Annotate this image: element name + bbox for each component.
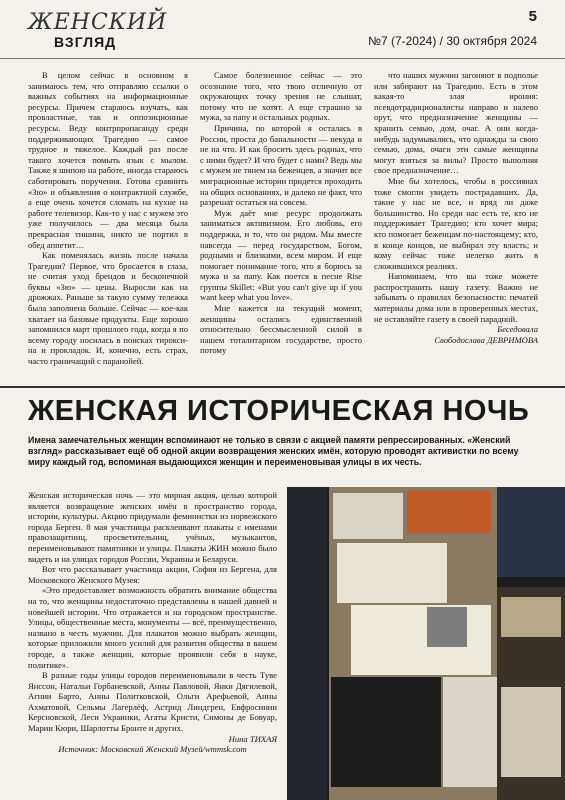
article-lead: Имена замечательных женщин вспоминают не только в связи с акцией памяти репрессированных. «Женский взгляд» рассказывает ещё об одной акции возвращения женских имён, которую проводят активистки по всему миру каждый год, вспоминая выдающихся женщин и переименовывая улицы в их честь.: [28, 435, 519, 467]
paragraph: Напоминаем, что вы тоже можете распространить нашу газету. Важно не забывать о правилах безопасности: печатей материалы дома или в проверенных местах, не оставляйте газету в своей парадной.: [374, 271, 538, 324]
article-headline: ЖЕНСКАЯ ИСТОРИЧЕСКАЯ НОЧЬ: [28, 395, 530, 427]
paragraph: В целом сейчас в основном я занимаюсь тем, что отправляю ссылки о важных событиях на информационные ресурсы. Причем стараюсь изучать, как провластные, так и оппозиционные ресурсы. Веду контрпропаганду среди поддерживающих Трагедию — самое трудное и тяжелое. Каждый раз после такого хочется помыть язык с мылом. Также я шипою на работе, иногда стараюсь саботировать поручения. Готова сравнить «Зю» и объявления о контрактной службе, а еще очень хочется сломать на кухне на работе телевизор. Как-то у нас с мужем это уже получилось — два месяца была прекрасная тишина, никто не портил в обед аппетит…: [28, 70, 188, 250]
street-poster-photo: [287, 487, 565, 800]
masthead-logo-bottom: ВЗГЛЯД: [54, 34, 117, 50]
paragraph: Мне бы хотелось, чтобы в россиянах тоже смогли увидеть пострадавших. Да, такие у нас не все, и вряд ли даже большинство. Но среди нас есть те, кто не поддерживает Трагедию; кто хочет мира; кто помогает беженцам по-настоящему; кто, в конце концов, не выбирал эту власть; и кому сейчас тоже нелегко жить в сложившихся реалиях.: [374, 175, 538, 271]
interviewer-label: Беседовала: [497, 324, 538, 335]
column-2: [200, 70, 362, 356]
article-body: [28, 490, 277, 755]
paragraph: Вот что рассказывает участница акции, София из Бергена, для Московского Женского Музея:: [28, 564, 277, 585]
paragraph: В разные годы улицы городов переименовывали в честь Туве Янссон, Натальи Горбаневской, Анны Павловой, Янки Дягилевой, Агнии Барто, Анны Политковской, Ольги Арефьевой, Анны Ахматовой, Сельмы Лагерлёф, Астрид Линдгрен, Евфросинии Керсновской, Леси Украинки, Агаты Кристи, Симоны де Бовуар, Марии Кюри, Шарлотты Бронте и других.: [28, 670, 277, 734]
column-3: [374, 70, 538, 345]
issue-date: №7 (7-2024) / 30 октября 2024: [368, 34, 537, 48]
interviewer-name: Свободослава ДЕВРИМОВА: [434, 334, 538, 345]
paragraph: Мне кажется на текущий момент, женщины остались единственной относительно бессмысленной силой в нашем тоталитарном государстве, просто потому: [200, 303, 362, 356]
masthead-logo-top: ЖЕНСКИЙ: [28, 10, 168, 35]
paragraph: Как поменялась жизнь после начала Трагедии? Первое, что бросается в глаза, не считая уход брендов и бесконечной буквы «Зю» — цены. Выросли как на дрожжах. Раньше за такую сумму тележка была заполнена больше. Сейчас — кое-как хватает на базовые продукты. Еще хорошо запомнился март прошлого года, когда я по всему городу носилась в поисках тироксина и прокладок. И, конечно, есть страх, часто граничащий с паранойей.: [28, 250, 188, 367]
article-source: Источник: Московский Женский Музей/wmmsk.com: [58, 744, 247, 755]
paragraph: Причина, по которой я осталась в России, проста до банальности — некуда и не на что. И как бросить здесь родных, что с ними будет? И что будет с нами? Ведь мы с мужем не тянем на беженцев, а значит все миграционные истории придется проходить на общих основаниях, и далеко не факт, что разрешат остаться на совсем.: [200, 122, 362, 208]
article-author: Нина ТИХАЯ: [228, 733, 277, 744]
top-divider: [0, 58, 565, 59]
paragraph: Самое болезненное сейчас — это осознание того, что твою отличную от окружающих точку зрения не слышат, потому что не хотят. А еще страшно за мужа, за папу и остальных родных.: [200, 70, 362, 123]
column-1: [28, 70, 188, 367]
paragraph: Женская историческая ночь — это мирная акция, целью которой является возвращение женских имён в пространство города, истории, культуры. Акцию придумали феминистки из норвежского города Берген. 8 мая участницы расклеивают плакаты с именами правозащитниц, просветительниц, учёных, музыкантов, переименовывают памятники и улицы. Плакаты ЖИН можно было видеть и на улицах городов России, Украины и Беларуси.: [28, 490, 277, 564]
section-divider: [0, 386, 565, 388]
paragraph: «Это предоставляет возможность обратить внимание общества на то, что женщины недостаточно представлены в нашей давней и новейшей истории. Что отражается и на городском пространстве. Улицы, общественные места, монументы — всё, преимущественно, названо в честь мужчин. Для плакатов можно выбрать женщин, которые приложили много усилий для развития общества в вашем городе, а также женщин, которые проявили себя в науке, политике».: [28, 585, 278, 670]
paragraph: что наших мужчин загоняют в подполье или забирают на Трагедию. Есть в этом какая-то злая ирония: псевдотрадиционалисты направо и налево орут, что предназначение женщины — хранить семью, дом, очаг. А они когда-нибудь задумывались, что однажды за свою семью, дома, очаги эти самые женщины могут взяться за вилы? Просто выполняя свое предназначение…: [374, 70, 538, 176]
page-number: 5: [528, 8, 537, 25]
paragraph: Муж даёт мне ресурс продолжать заниматься активизмом. Его любовь, его поддержка, и то, что он рядом. Мы вместе навсегда — перед государством, Богом, родными и близкими, всем миром. И еще помогает понимание того, что я борюсь за мужа и за папу. Как поется в песне Rise группы Skillet: «But you can't give up if you want keep what you love».: [200, 207, 362, 303]
